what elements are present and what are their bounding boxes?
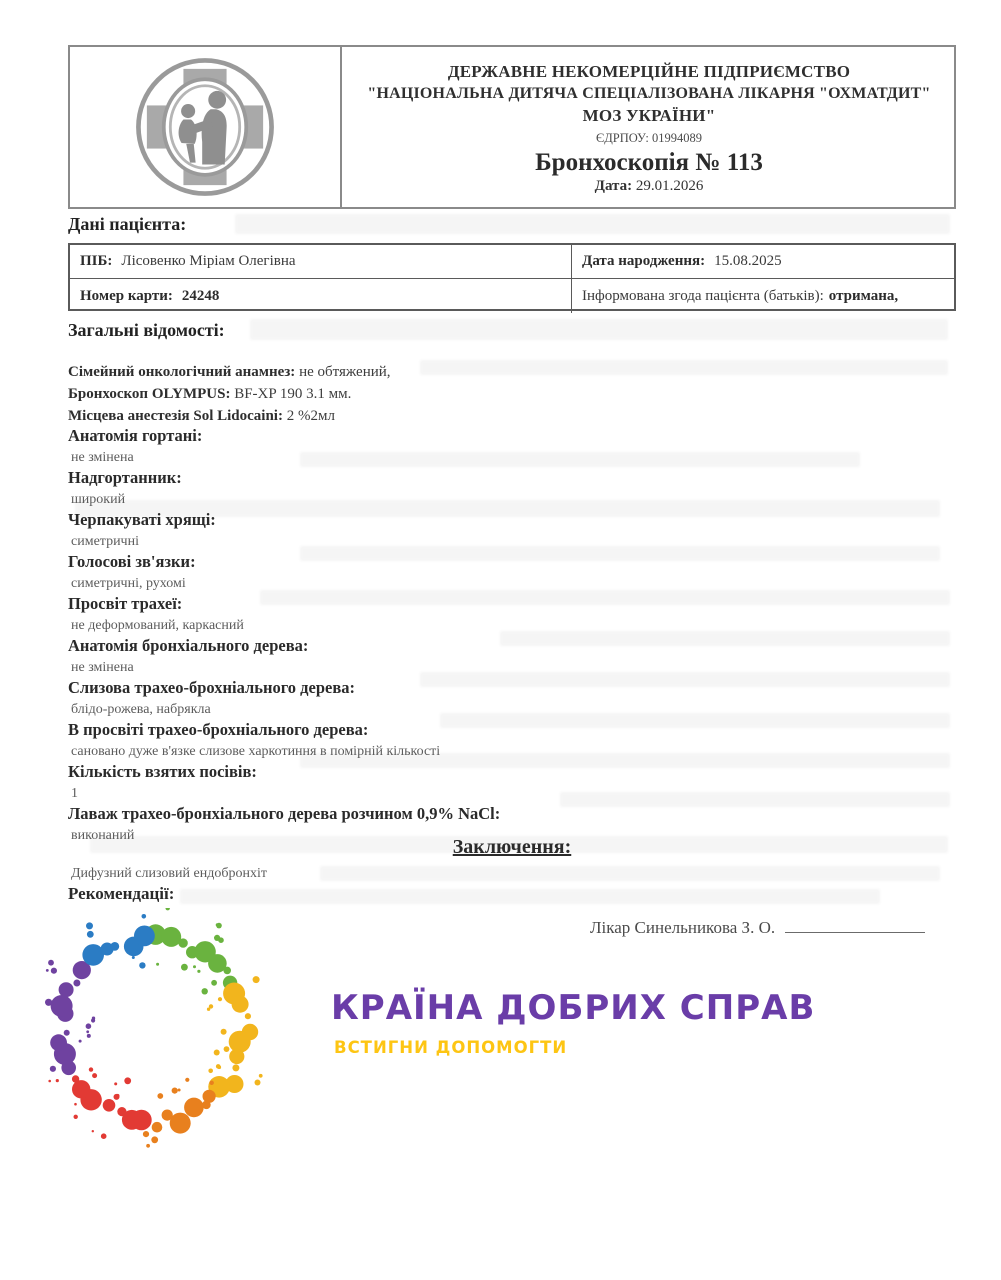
patient-name-cell (70, 245, 572, 278)
finding-value: не змінена (71, 450, 134, 465)
doctor-signature (590, 918, 925, 938)
document-date (344, 178, 954, 195)
org-name-line1: ДЕРЖАВНЕ НЕКОМЕРЦІЙНЕ ПІДПРИЄМСТВО (447, 62, 851, 81)
patient-consent-label: Інформована згода пацієнта (батьків): (582, 287, 824, 304)
table-row (70, 245, 954, 279)
patient-card-cell (70, 279, 572, 313)
finding-label: Надгортанник: (68, 468, 182, 487)
findings-list (68, 426, 956, 846)
patient-consent-cell (572, 279, 954, 313)
hospital-logo-cell (70, 47, 342, 207)
signature-line (785, 919, 925, 933)
doctor-name: Лікар Синельникова З. О. (590, 918, 776, 937)
patient-card-value: 24248 (181, 287, 220, 304)
hospital-logo-icon (129, 52, 281, 202)
general-line-value: 2 %2мл (286, 408, 335, 424)
finding-label: В просвіті трахео-брохніального дерева: (68, 720, 369, 739)
dotted-ring-icon (32, 908, 282, 1148)
finding-value: симетричні (71, 534, 139, 549)
patient-data-table (68, 243, 956, 311)
date-value: 29.01.2026 (635, 178, 704, 194)
charity-brand-subtitle: ВСТИГНИ ДОПОМОГТИ (334, 1038, 568, 1057)
general-line (68, 383, 391, 405)
patient-name-label: ПІБ: (80, 253, 113, 269)
general-line-label: Сімейний онкологічний анамнез: (68, 364, 296, 380)
table-row (70, 279, 954, 313)
scan-artifact-band (320, 866, 940, 881)
finding-label: Кількість взятих посівів: (68, 762, 257, 781)
general-section-title: Загальні відомості: (68, 320, 225, 340)
finding-value: симетричні, рухомі (71, 576, 186, 591)
patient-section-title: Дані пацієнта: (68, 214, 187, 234)
edrpou-code: ЄДРПОУ: 01994089 (595, 131, 703, 145)
finding-label: Анатомія гортані: (68, 426, 203, 445)
patient-dob-value: 15.08.2025 (714, 253, 782, 269)
finding-label: Черпакуваті хрящі: (68, 510, 216, 529)
patient-dob-cell (572, 245, 954, 278)
org-name-line2: "НАЦІОНАЛЬНА ДИТЯЧА СПЕЦІАЛІЗОВАНА ЛІКАРНЯ "ОХМАТДИТ" (367, 85, 931, 102)
patient-card-label: Номер карти: (80, 287, 173, 304)
general-line (68, 405, 391, 427)
finding-label: Просвіт трахеї: (68, 594, 183, 613)
scan-artifact-band (420, 360, 948, 375)
org-name-line3: МОЗ УКРАЇНИ" (582, 106, 716, 125)
conclusion-text: Дифузний слизовий ендобронхіт (71, 866, 267, 881)
charity-ring-logo (32, 908, 282, 1148)
finding-value: виконаний (71, 828, 135, 843)
finding-value: сановано дуже в'язке слизове харкотиння в помірній кількості (71, 744, 441, 759)
general-line-value: BF-XP 190 3.1 мм. (234, 386, 352, 402)
finding-label: Голосові зв'язки: (68, 552, 196, 571)
finding-value: не змінена (71, 660, 134, 675)
scan-artifact-band (180, 889, 880, 904)
general-line (68, 361, 391, 383)
conclusion-title: Заключення: (452, 836, 572, 858)
date-label: Дата: (594, 178, 633, 194)
general-line-label: Місцева анестезія Sol Lidocaini: (68, 408, 283, 424)
document-header (68, 45, 956, 209)
finding-value: 1 (71, 786, 78, 801)
recommendations-label: Рекомендації: (68, 884, 175, 903)
scan-artifact-band (250, 319, 948, 340)
general-line-label: Бронхоскоп OLYMPUS: (68, 386, 231, 402)
finding-label: Анатомія бронхіального дерева: (68, 636, 309, 655)
finding-label: Слизова трахео-брохніального дерева: (68, 678, 356, 697)
patient-name-value: Лісовенко Міріам Олегівна (121, 253, 296, 269)
document-title: Бронхоскопія № 113 (535, 149, 763, 176)
scan-artifact-band (235, 214, 950, 234)
patient-dob-label: Дата народження: (582, 253, 706, 269)
finding-value: широкий (71, 492, 126, 507)
finding-value: блідо-рожева, набрякла (71, 702, 211, 717)
header-text-block (344, 61, 954, 195)
finding-label: Лаваж трахео-бронхіального дерева розчином 0,9% NaCl: (68, 804, 501, 823)
finding-value: не деформований, каркасний (71, 618, 244, 633)
patient-consent-value: отримана, (828, 287, 899, 304)
general-line-value: не обтяжений, (299, 364, 391, 380)
charity-brand-title: КРАЇНА ДОБРИХ СПРАВ (331, 988, 816, 1028)
general-info-lines (68, 361, 391, 427)
